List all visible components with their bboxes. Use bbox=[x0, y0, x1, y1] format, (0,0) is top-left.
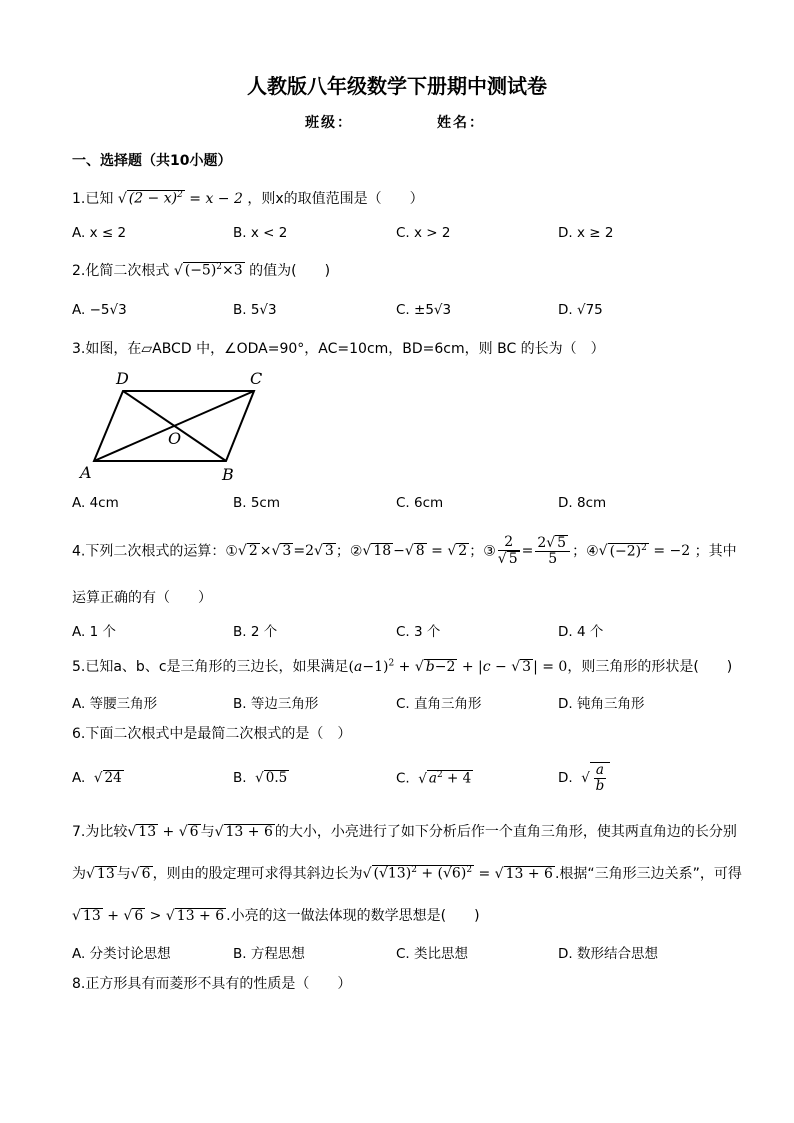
q3-option-b: B. 5cm bbox=[233, 495, 281, 511]
q5-formula: $(a-1)^2$ + √ b−2 + |c − √ 3 | = 0 bbox=[348, 658, 568, 675]
q7-line1-suffix: 的大小，小亮进行了如下分析后作一个直角三角形，使其两直角边的长分别 bbox=[274, 824, 737, 840]
q4-sep-2: ；③ bbox=[469, 543, 496, 560]
q5-option-c: C. 直角三角形 bbox=[396, 696, 482, 712]
q2-option-c: C. ±5√3 bbox=[396, 302, 452, 318]
q2-option-b: B. 5√3 bbox=[233, 302, 277, 318]
q3-option-c: C. 6cm bbox=[396, 495, 444, 511]
q4-option-a: A. 1 个 bbox=[72, 624, 116, 640]
class-label: 班级： bbox=[305, 115, 353, 131]
question-7-line-1: 7.为比较√ 13 + √ 6 与√ 13 + 6 的大小，小亮进行了如下分析后作一个直角三角形，使其两直角边的长分别 bbox=[72, 824, 737, 840]
q7-option-c: C. 类比思想 bbox=[396, 946, 469, 962]
vertex-a-label: A bbox=[80, 463, 92, 482]
q6-option-c-label: C. bbox=[396, 770, 410, 787]
q1-option-c: C. x > 2 bbox=[396, 225, 451, 241]
vertex-b-label: B bbox=[222, 465, 234, 484]
vertex-c-label: C bbox=[250, 369, 263, 388]
q6-option-a: A. √ 24 bbox=[72, 770, 122, 786]
q1-suffix: ，则x的取值范围是（ ） bbox=[247, 191, 424, 207]
q2-formula: √ $(-5)^2\times 3$ bbox=[173, 262, 243, 279]
q4-option-c: C. 3 个 bbox=[396, 624, 441, 640]
question-7-line-2: 为√ 13 与√ 6 ，则由的股定理可求得其斜边长为√ $(√13)^2 + (√6)^2$ = √ 13 + 6 .根据“三角形三边关系”，可得 bbox=[72, 865, 742, 882]
q7-option-d: D. 数形结合思想 bbox=[558, 946, 658, 962]
parallelogram-figure bbox=[76, 366, 276, 484]
q5-option-b: B. 等边三角形 bbox=[233, 696, 319, 712]
q4-sep-3: ；④ bbox=[572, 543, 599, 560]
question-1 bbox=[72, 188, 424, 208]
center-o-label: O bbox=[168, 429, 182, 448]
q7-line3-suffix: .小亮的这一做法体现的数学思想是( ) bbox=[226, 908, 480, 924]
question-2 bbox=[72, 260, 330, 280]
q5-suffix: ，则三角形的形状是( ) bbox=[567, 659, 733, 675]
question-5 bbox=[72, 656, 732, 676]
q4-formula-2: √ 18 −√ 8 = √ 2 bbox=[362, 543, 468, 560]
q7-option-b: B. 方程思想 bbox=[233, 946, 305, 962]
q7-line2-suffix: .根据“三角形三边关系”，可得 bbox=[554, 866, 742, 882]
q4-option-d: D. 4 个 bbox=[558, 624, 604, 640]
q1-option-b: B. x < 2 bbox=[233, 225, 288, 241]
q4-formula-1: √ 2 ×√ 3 =2√ 3 bbox=[237, 543, 334, 560]
q3-option-d: D. 8cm bbox=[558, 495, 607, 511]
q4-formula-3: $\frac{2}{√ 5}$ = $\frac{2√ 5}{5}$ bbox=[496, 543, 572, 559]
q4-sep-1: ；② bbox=[335, 543, 363, 560]
q4-option-b: B. 2 个 bbox=[233, 624, 278, 640]
q6-option-b-label: B. bbox=[233, 770, 247, 786]
vertex-d-label: D bbox=[116, 369, 129, 388]
q7-line2-prefix: 为 bbox=[72, 866, 86, 882]
question-8: 8.正方形具有而菱形不具有的性质是（ ） bbox=[72, 976, 352, 992]
section-heading: 一、选择题（共10小题） bbox=[72, 153, 232, 169]
question-6: 6.下面二次根式中是最简二次根式的是（ ） bbox=[72, 726, 352, 742]
q3-option-a: A. 4cm bbox=[72, 495, 119, 511]
q7-option-a: A. 分类讨论思想 bbox=[72, 946, 171, 962]
q6-option-c: C. √ $a^2 + 4$ bbox=[396, 770, 472, 787]
q1-prefix: 1.已知 bbox=[72, 191, 114, 207]
q1-formula: √ $(2 - x)^2 = x - 2$ bbox=[117, 190, 243, 207]
q2-option-d: D. √75 bbox=[558, 302, 603, 318]
page-title: 人教版八年级数学下册期中测试卷 bbox=[247, 74, 547, 98]
q7-line1-mid: 与 bbox=[200, 824, 215, 840]
question-3: 3.如图，在▱ABCD 中，∠ODA=90°，AC=10cm，BD=6cm，则 BC 的长为（ ） bbox=[72, 341, 605, 357]
q5-option-d: D. 钝角三角形 bbox=[558, 696, 645, 712]
q5-prefix: 5.已知a、b、c是三角形的三边长，如果满足 bbox=[72, 659, 349, 675]
q6-option-a-label: A. bbox=[72, 770, 86, 786]
name-label: 姓名： bbox=[437, 115, 485, 131]
q1-option-d: D. x ≥ 2 bbox=[558, 225, 614, 241]
diagonal-bd bbox=[123, 391, 226, 461]
q6-option-d: D. √ $\frac{a}{b}$ bbox=[558, 762, 610, 794]
q7-line1-prefix: 7.为比较 bbox=[72, 824, 128, 840]
q5-option-a: A. 等腰三角形 bbox=[72, 696, 158, 712]
q2-suffix: 的值为( ) bbox=[249, 263, 331, 279]
q2-option-a: A. −5√3 bbox=[72, 302, 127, 318]
q4-prefix: 4.下列二次根式的运算：① bbox=[72, 543, 238, 560]
q7-line2-mid: 与 bbox=[116, 866, 131, 882]
q4-formula-4: √ $(-2)^2 = -2$ bbox=[598, 542, 695, 560]
q6-option-b: B. √ 0.5 bbox=[233, 770, 288, 786]
q7-line2-mid2: ，则由的股定理可求得其斜边长为 bbox=[152, 866, 363, 882]
q2-prefix: 2.化简二次根式 bbox=[72, 263, 170, 279]
q6-option-d-label: D. bbox=[558, 769, 573, 786]
q4-suffix: ；其中 bbox=[694, 543, 737, 560]
question-7-line-3: √ 13 + √ 6 > √ 13 + 6 .小亮的这一做法体现的数学思想是( ) bbox=[72, 908, 480, 924]
q4-line-2: 运算正确的有（ ） bbox=[72, 590, 212, 606]
q1-option-a: A. x ≤ 2 bbox=[72, 225, 127, 241]
question-4 bbox=[72, 535, 737, 568]
